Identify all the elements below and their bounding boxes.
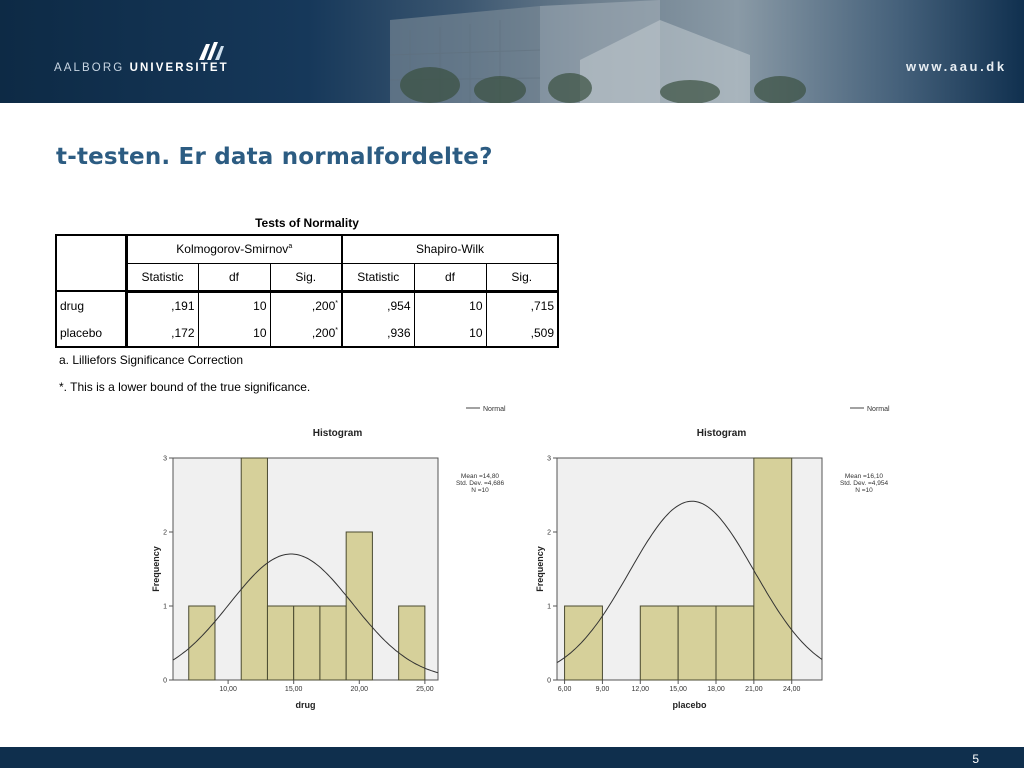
- header-banner: [0, 0, 1024, 103]
- y-tick-label: 2: [163, 529, 167, 537]
- histogram-bar: [399, 606, 425, 680]
- cell-footnote-marker: *: [335, 299, 338, 307]
- x-tick-label: 21,00: [745, 686, 763, 693]
- histogram-drug: [140, 398, 520, 718]
- histogram-bar: [716, 606, 754, 680]
- legend-normal-label: Normal: [483, 406, 506, 413]
- university-logo-icon: [196, 40, 226, 62]
- sw-group-header: [342, 235, 558, 263]
- histogram-drug-svg: [140, 398, 520, 718]
- cell-value: ,200: [311, 325, 336, 340]
- x-tick-label: 25,00: [416, 686, 434, 693]
- histogram-bar: [640, 606, 678, 680]
- table-cell: ,191: [126, 291, 198, 319]
- histogram-bar: [241, 458, 267, 680]
- table-cell: 10: [198, 319, 270, 347]
- x-tick-label: 15,00: [284, 686, 303, 693]
- histogram-bar: [346, 532, 372, 680]
- sw-group-label: Shapiro-Wilk: [415, 242, 484, 257]
- histogram-bar: [267, 606, 293, 680]
- table-cell: ,715: [486, 291, 558, 319]
- histogram-title: Histogram: [312, 428, 363, 439]
- university-name: [54, 62, 229, 74]
- y-tick-label: 3: [163, 455, 167, 463]
- cell-footnote-marker: *: [335, 326, 338, 334]
- stats-line: Mean =16,10: [844, 473, 884, 480]
- y-axis-label: Frequency: [151, 546, 161, 592]
- x-tick-label: 20,00: [350, 686, 369, 693]
- website-url[interactable]: www.aau.dk: [906, 59, 1007, 74]
- table-row: [56, 319, 558, 347]
- histogram-placebo: [524, 398, 904, 718]
- table-cell: ,936: [342, 319, 414, 347]
- footer-bar: [0, 747, 1024, 768]
- stats-line: Std. Dev. =4,954: [839, 480, 889, 487]
- col-header: df: [198, 263, 270, 291]
- histogram-placebo-svg: [524, 398, 904, 718]
- col-header: Sig.: [486, 263, 558, 291]
- table-caption: Tests of Normality: [255, 216, 359, 230]
- ks-group-header: [126, 235, 342, 263]
- x-tick-label: 10,00: [219, 686, 237, 693]
- histogram-bar: [189, 606, 215, 680]
- y-tick-label: 3: [547, 455, 551, 463]
- table-sub-header-row: [56, 263, 558, 291]
- y-tick-label: 1: [547, 603, 551, 611]
- col-header: Sig.: [270, 263, 342, 291]
- table-cell: 10: [198, 291, 270, 319]
- footnote-lower-bound: *. This is a lower bound of the true significance.: [59, 380, 311, 394]
- campus-photo: [330, 0, 890, 103]
- table-corner-cell: [56, 235, 126, 291]
- row-label: placebo: [56, 319, 126, 347]
- x-tick-label: 9,00: [595, 686, 610, 693]
- page-number: 5: [972, 752, 979, 766]
- x-tick-label: 6,00: [557, 686, 572, 693]
- normality-table: [55, 234, 559, 348]
- stats-line: N =10: [855, 487, 873, 494]
- slide-title: t-testen. Er data normalfordelte?: [56, 144, 493, 170]
- histogram-bar: [320, 606, 346, 680]
- col-header: Statistic: [126, 263, 198, 291]
- table-cell: [270, 319, 342, 347]
- legend-normal-label: Normal: [867, 406, 890, 413]
- table-cell: ,509: [486, 319, 558, 347]
- x-tick-label: 24,00: [782, 686, 801, 693]
- y-tick-label: 0: [163, 677, 167, 685]
- university-name-first: AALBORG: [54, 62, 125, 74]
- x-tick-label: 12,00: [631, 686, 650, 693]
- ks-footnote-marker: a: [288, 243, 293, 251]
- stats-line: Std. Dev. =4,686: [455, 480, 505, 487]
- y-tick-label: 2: [547, 529, 551, 537]
- x-axis-label: placebo: [672, 700, 707, 710]
- table-cell: ,172: [126, 319, 198, 347]
- table-row: [56, 291, 558, 319]
- histogram-bar: [565, 606, 603, 680]
- ks-group-label: Kolmogorov-Smirnov: [176, 242, 289, 257]
- histogram-bar: [294, 606, 320, 680]
- stats-line: Mean =14,80: [460, 473, 500, 480]
- histogram-title: Histogram: [696, 428, 747, 439]
- university-name-second: UNIVERSITET: [129, 62, 229, 74]
- table-cell: [270, 291, 342, 319]
- col-header: df: [414, 263, 486, 291]
- row-label: drug: [56, 291, 126, 319]
- y-tick-label: 0: [547, 677, 551, 685]
- footnote-lilliefors: a. Lilliefors Significance Correction: [59, 353, 244, 367]
- table-cell: 10: [414, 319, 486, 347]
- table-cell: 10: [414, 291, 486, 319]
- x-axis-label: drug: [295, 700, 316, 710]
- cell-value: ,200: [311, 298, 336, 313]
- histogram-bar: [754, 458, 792, 680]
- table-cell: ,954: [342, 291, 414, 319]
- x-tick-label: 18,00: [707, 686, 725, 693]
- y-axis-label: Frequency: [535, 546, 545, 592]
- x-tick-label: 15,00: [669, 686, 687, 693]
- stats-line: N =10: [471, 487, 489, 494]
- histogram-bar: [678, 606, 716, 680]
- table-group-header-row: [56, 235, 558, 263]
- col-header: Statistic: [342, 263, 414, 291]
- y-tick-label: 1: [163, 603, 167, 611]
